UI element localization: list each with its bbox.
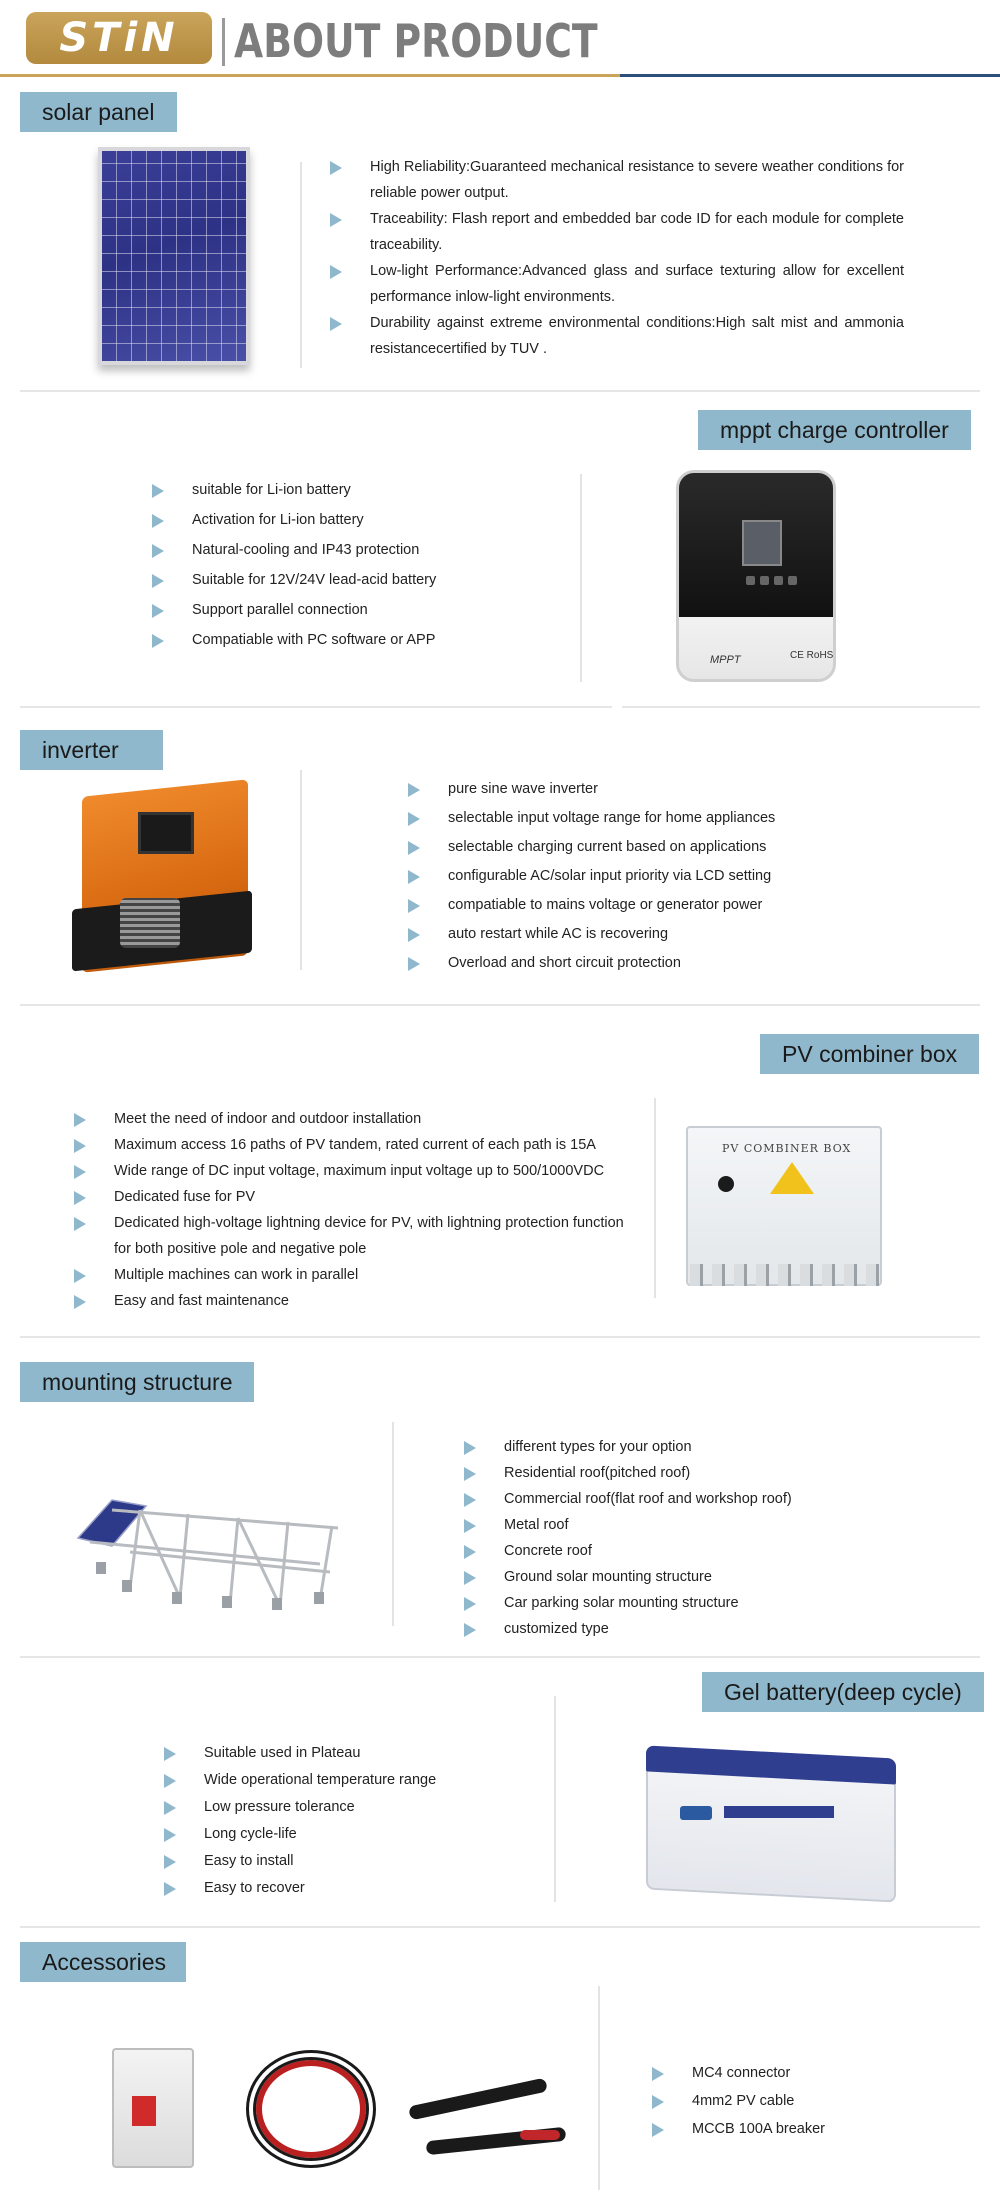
list-item: Dedicated fuse for PV <box>70 1184 640 1210</box>
bullet-triangle-icon <box>330 161 342 175</box>
mppt-device-label: MPPT <box>710 654 741 666</box>
bullet-triangle-icon <box>330 265 342 279</box>
bullet-triangle-icon <box>408 899 420 913</box>
bullet-triangle-icon <box>408 812 420 826</box>
list-item: Low-light Performance:Advanced glass and surface texturing allow for excellent performance inlow-light environments. <box>326 258 904 310</box>
list-item: Multiple machines can work in parallel <box>70 1262 640 1288</box>
bullet-triangle-icon <box>464 1545 476 1559</box>
bullet-triangle-icon <box>408 957 420 971</box>
bullet-triangle-icon <box>408 783 420 797</box>
list-item: MCCB 100A breaker <box>648 2116 948 2142</box>
list-item: Dedicated high-voltage lightning device for PV, with lightning protection function for both positive pole and negative pole <box>70 1210 640 1262</box>
logo-text: STiN <box>59 15 179 61</box>
list-item: configurable AC/solar input priority via LCD setting <box>404 863 884 889</box>
battery-brand-badge <box>680 1806 712 1820</box>
stin-logo <box>26 12 212 64</box>
solar-panel-feature-list <box>326 154 904 362</box>
mc4-red-wire <box>520 2130 560 2140</box>
page-title: ABOUT PRODUCT <box>234 14 598 68</box>
bullet-triangle-icon <box>464 1597 476 1611</box>
list-item: Compatiable with PC software or APP <box>148 627 568 653</box>
bullet-triangle-icon <box>408 841 420 855</box>
inverter-feature-list <box>404 776 884 979</box>
bullet-triangle-icon <box>152 484 164 498</box>
battery-feature-list <box>160 1740 540 1902</box>
pv-cable-coil-image <box>246 2050 376 2168</box>
bullet-triangle-icon <box>74 1269 86 1283</box>
mppt-display <box>742 520 782 566</box>
list-item: auto restart while AC is recovering <box>404 921 884 947</box>
section-divider <box>20 1336 980 1338</box>
section-title-inverter: inverter <box>20 730 163 770</box>
combiner-feature-list <box>70 1106 640 1314</box>
bullet-triangle-icon <box>152 544 164 558</box>
section-title-battery: Gel battery(deep cycle) <box>702 1672 984 1712</box>
bullet-triangle-icon <box>152 574 164 588</box>
bullet-triangle-icon <box>464 1441 476 1455</box>
bullet-triangle-icon <box>74 1295 86 1309</box>
bullet-triangle-icon <box>74 1139 86 1153</box>
mppt-button-icon <box>788 576 797 585</box>
bullet-triangle-icon <box>74 1191 86 1205</box>
fan-grill-icon <box>120 898 180 948</box>
battery-label-strip <box>724 1806 834 1818</box>
list-item: compatiable to mains voltage or generator power <box>404 892 884 918</box>
list-item: different types for your option <box>460 1434 910 1460</box>
section-title-solar-panel: solar panel <box>20 92 177 132</box>
section-divider <box>20 1656 980 1658</box>
warning-lightning-icon <box>770 1162 814 1194</box>
section-vertical-divider <box>300 770 302 970</box>
list-item: Metal roof <box>460 1512 910 1538</box>
bullet-triangle-icon <box>464 1493 476 1507</box>
bullet-triangle-icon <box>152 634 164 648</box>
list-item: suitable for Li-ion battery <box>148 477 568 503</box>
list-item: Wide operational temperature range <box>160 1767 540 1793</box>
bullet-triangle-icon <box>152 604 164 618</box>
section-vertical-divider <box>554 1696 556 1902</box>
section-divider <box>20 1926 980 1928</box>
accessories-feature-list <box>648 2060 948 2144</box>
bullet-triangle-icon <box>164 1882 176 1896</box>
section-divider <box>20 706 612 708</box>
bullet-triangle-icon <box>164 1828 176 1842</box>
section-divider <box>622 706 980 708</box>
list-item: Long cycle-life <box>160 1821 540 1847</box>
section-vertical-divider <box>392 1422 394 1626</box>
list-item: Easy to recover <box>160 1875 540 1901</box>
list-item: customized type <box>460 1616 910 1642</box>
section-divider <box>20 1004 980 1006</box>
mppt-button-icon <box>774 576 783 585</box>
ce-mark: CE RoHS <box>790 650 834 661</box>
bullet-triangle-icon <box>164 1855 176 1869</box>
bullet-triangle-icon <box>408 928 420 942</box>
section-title-combiner: PV combiner box <box>760 1034 979 1074</box>
bullet-triangle-icon <box>464 1519 476 1533</box>
list-item: Maximum access 16 paths of PV tandem, rated current of each path is 15A <box>70 1132 640 1158</box>
bullet-triangle-icon <box>74 1165 86 1179</box>
bullet-triangle-icon <box>164 1774 176 1788</box>
list-item: Wide range of DC input voltage, maximum input voltage up to 500/1000VDC <box>70 1158 640 1184</box>
bullet-triangle-icon <box>74 1217 86 1231</box>
list-item: MC4 connector <box>648 2060 948 2086</box>
section-title-accessories: Accessories <box>20 1942 186 1982</box>
section-vertical-divider <box>598 1986 600 2190</box>
mppt-button-icon <box>760 576 769 585</box>
list-item: Natural-cooling and IP43 protection <box>148 537 568 563</box>
list-item: Concrete roof <box>460 1538 910 1564</box>
mounting-structure-image <box>70 1480 350 1610</box>
bullet-triangle-icon <box>74 1113 86 1127</box>
section-title-mppt: mppt charge controller <box>698 410 971 450</box>
bullet-triangle-icon <box>164 1747 176 1761</box>
bullet-triangle-icon <box>330 317 342 331</box>
list-item: Low pressure tolerance <box>160 1794 540 1820</box>
list-item: selectable charging current based on applications <box>404 834 884 860</box>
list-item: Meet the need of indoor and outdoor installation <box>70 1106 640 1132</box>
list-item: Ground solar mounting structure <box>460 1564 910 1590</box>
mc4-connector-image <box>408 2078 548 2121</box>
section-vertical-divider <box>300 162 302 368</box>
section-vertical-divider <box>654 1098 656 1298</box>
bullet-triangle-icon <box>164 1801 176 1815</box>
list-item: 4mm2 PV cable <box>648 2088 948 2114</box>
list-item: Easy and fast maintenance <box>70 1288 640 1314</box>
bullet-triangle-icon <box>652 2067 664 2081</box>
list-item: Commercial roof(flat roof and workshop roof) <box>460 1486 910 1512</box>
list-item: Car parking solar mounting structure <box>460 1590 910 1616</box>
section-title-mounting: mounting structure <box>20 1362 254 1402</box>
list-item: High Reliability:Guaranteed mechanical resistance to severe weather conditions for reliable power output. <box>326 154 904 206</box>
combiner-switch-knob <box>718 1176 734 1192</box>
bullet-triangle-icon <box>464 1623 476 1637</box>
list-item: Durability against extreme environmental conditions:High salt mist and ammonia resistancecertified by TUV . <box>326 310 904 362</box>
section-vertical-divider <box>580 474 582 682</box>
bullet-triangle-icon <box>408 870 420 884</box>
list-item: Support parallel connection <box>148 597 568 623</box>
header-underline-accent <box>0 74 620 77</box>
cable-glands <box>690 1264 880 1286</box>
breaker-handle <box>132 2096 156 2126</box>
mounting-feature-list <box>460 1434 910 1642</box>
list-item: Activation for Li-ion battery <box>148 507 568 533</box>
list-item: Traceability: Flash report and embedded bar code ID for each module for complete traceability. <box>326 206 904 258</box>
section-divider <box>20 390 980 392</box>
list-item: selectable input voltage range for home appliances <box>404 805 884 831</box>
list-item: Suitable used in Plateau <box>160 1740 540 1766</box>
bullet-triangle-icon <box>464 1571 476 1585</box>
list-item: Easy to install <box>160 1848 540 1874</box>
bullet-triangle-icon <box>652 2095 664 2109</box>
list-item: Residential roof(pitched roof) <box>460 1460 910 1486</box>
list-item: Overload and short circuit protection <box>404 950 884 976</box>
bullet-triangle-icon <box>330 213 342 227</box>
mppt-feature-list <box>148 477 568 657</box>
bullet-triangle-icon <box>152 514 164 528</box>
list-item: Suitable for 12V/24V lead-acid battery <box>148 567 568 593</box>
mppt-button-icon <box>746 576 755 585</box>
bullet-triangle-icon <box>464 1467 476 1481</box>
list-item: pure sine wave inverter <box>404 776 884 802</box>
header-separator <box>222 18 225 66</box>
solar-panel-image <box>98 147 250 365</box>
combiner-device-label: PV COMBINER BOX <box>722 1142 852 1155</box>
inverter-lcd <box>138 812 194 854</box>
bullet-triangle-icon <box>652 2123 664 2137</box>
